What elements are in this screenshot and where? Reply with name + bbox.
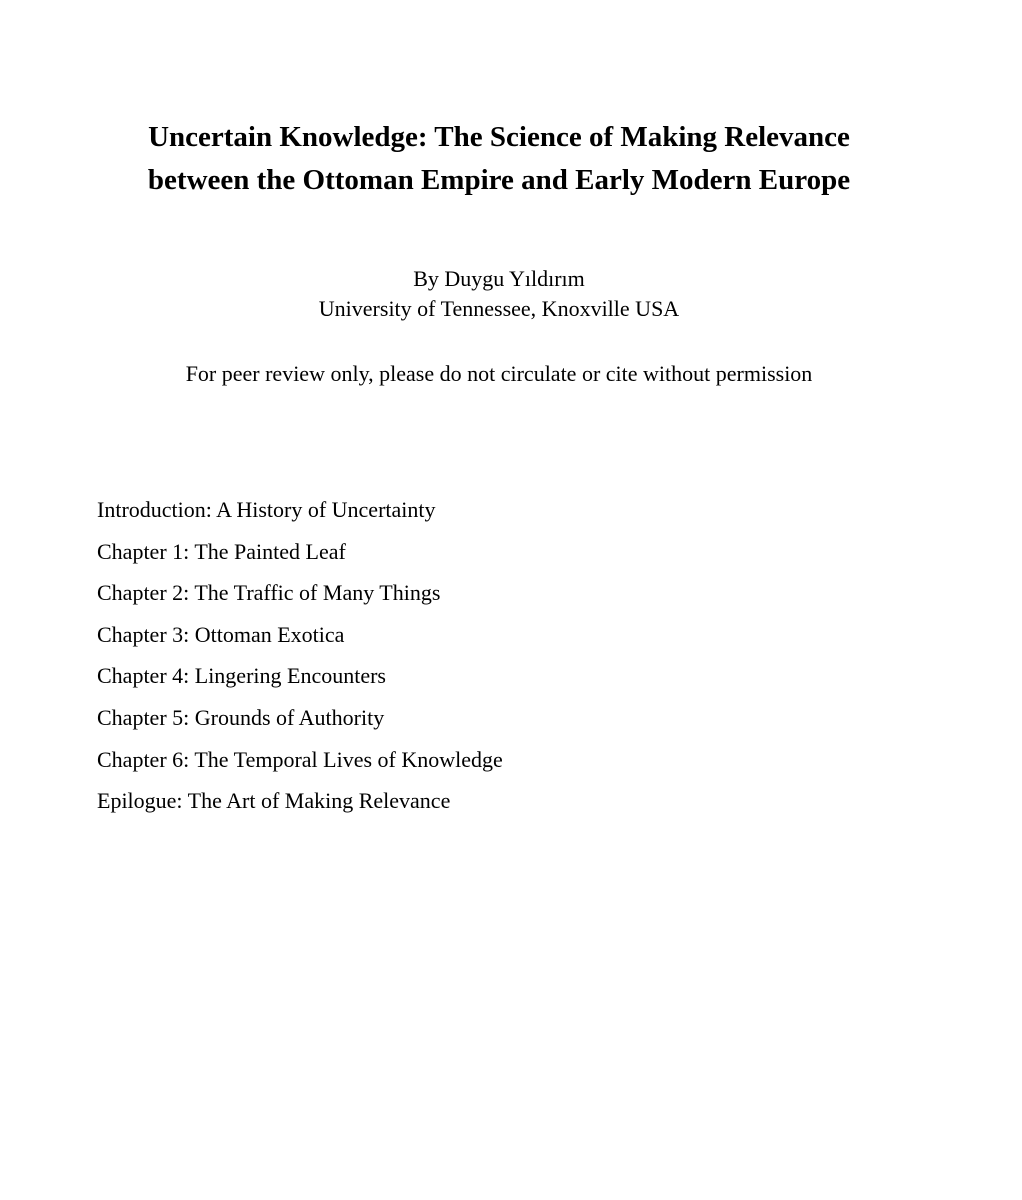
author-name: By Duygu Yıldırım: [413, 266, 585, 291]
toc-item-chapter-5: Chapter 5: Grounds of Authority: [97, 704, 385, 730]
toc-item-chapter-2: Chapter 2: The Traffic of Many Things: [97, 580, 441, 606]
toc-item-chapter-3: Chapter 3: Ottoman Exotica: [97, 621, 345, 647]
title-line-2: between the Ottoman Empire and Early Modern Europe: [147, 164, 851, 196]
document-title: [0, 116, 998, 202]
byline: [0, 264, 998, 324]
table-of-contents: [97, 495, 503, 828]
author-affiliation: University of Tennessee, Knoxville USA: [318, 296, 680, 321]
toc-item-epilogue: Epilogue: The Art of Making Relevance: [97, 788, 451, 814]
review-notice: For peer review only, please do not circulate or cite without permission: [185, 361, 813, 386]
title-line-1: Uncertain Knowledge: The Science of Making Relevance: [148, 121, 850, 153]
toc-item-chapter-6: Chapter 6: The Temporal Lives of Knowledge: [97, 746, 503, 772]
toc-item-introduction: Introduction: A History of Uncertainty: [97, 497, 436, 522]
toc-item-chapter-4: Chapter 4: Lingering Encounters: [97, 663, 386, 689]
toc-item-chapter-1: Chapter 1: The Painted Leaf: [97, 538, 346, 564]
